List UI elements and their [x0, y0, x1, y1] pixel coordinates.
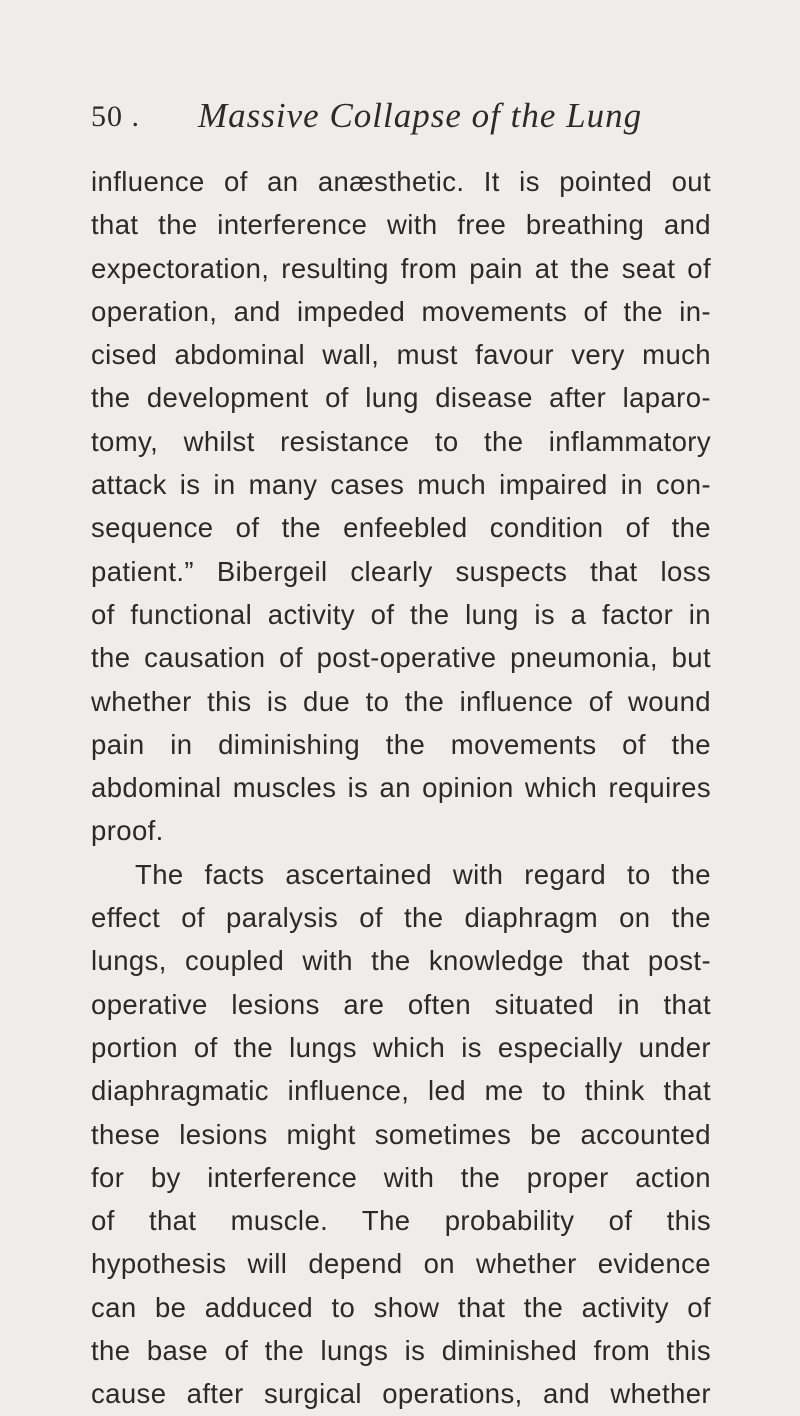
text-line: pain in diminishing the movements of the — [91, 728, 711, 760]
text-line: cause after surgical operations, and whether — [91, 1378, 711, 1410]
text-line: tomy, whilst resistance to the inflammatory — [91, 425, 711, 457]
text-line: hypothesis will depend on whether evidence — [91, 1248, 711, 1280]
text-line: the development of lung disease after laparo- — [91, 382, 711, 414]
text-line: these lesions might sometimes be accounted — [91, 1118, 711, 1150]
text-line: for by interference with the proper action — [91, 1161, 711, 1193]
text-line: influence of an anæsthetic. It is pointed out — [91, 166, 711, 197]
text-line: of functional activity of the lung is a factor in — [91, 598, 711, 630]
text-line: attack is in many cases much impaired in con- — [91, 469, 711, 501]
text-line: proof. — [91, 815, 164, 847]
text-line: patient.” Bibergeil clearly suspects that loss — [91, 555, 711, 587]
text-line: operative lesions are often situated in that — [91, 988, 711, 1020]
text-line: lungs, coupled with the knowledge that post- — [91, 945, 711, 977]
text-line: the base of the lungs is diminished from this — [91, 1335, 711, 1367]
text-line: diaphragmatic influence, led me to think that — [91, 1075, 711, 1107]
text-line: expectoration, resulting from pain at the seat of — [91, 252, 711, 284]
page-header — [91, 92, 731, 142]
running-head: Massive Collapse of the Lung — [198, 96, 643, 135]
text-line: whether this is due to the influence of wound — [91, 685, 711, 717]
text-line: abdominal muscles is an opinion which requires — [91, 772, 711, 804]
text-line: portion of the lungs which is especially under — [91, 1031, 711, 1063]
text-line: can be adduced to show that the activity of — [91, 1291, 711, 1323]
text-line: cised abdominal wall, must favour very much — [91, 339, 711, 371]
text-line: effect of paralysis of the diaphragm on the — [91, 902, 711, 934]
page-number: 50 . — [91, 100, 140, 133]
text-line: operation, and impeded movements of the in- — [91, 295, 711, 327]
body-text — [91, 160, 711, 1416]
text-line: the causation of post-operative pneumonia, but — [91, 642, 711, 674]
text-line: that the interference with free breathing and — [91, 209, 711, 241]
text-line: of that muscle. The probability of this — [91, 1205, 711, 1237]
text-line: The facts ascertained with regard to the — [135, 858, 711, 890]
text-line: sequence of the enfeebled condition of the — [91, 512, 711, 544]
